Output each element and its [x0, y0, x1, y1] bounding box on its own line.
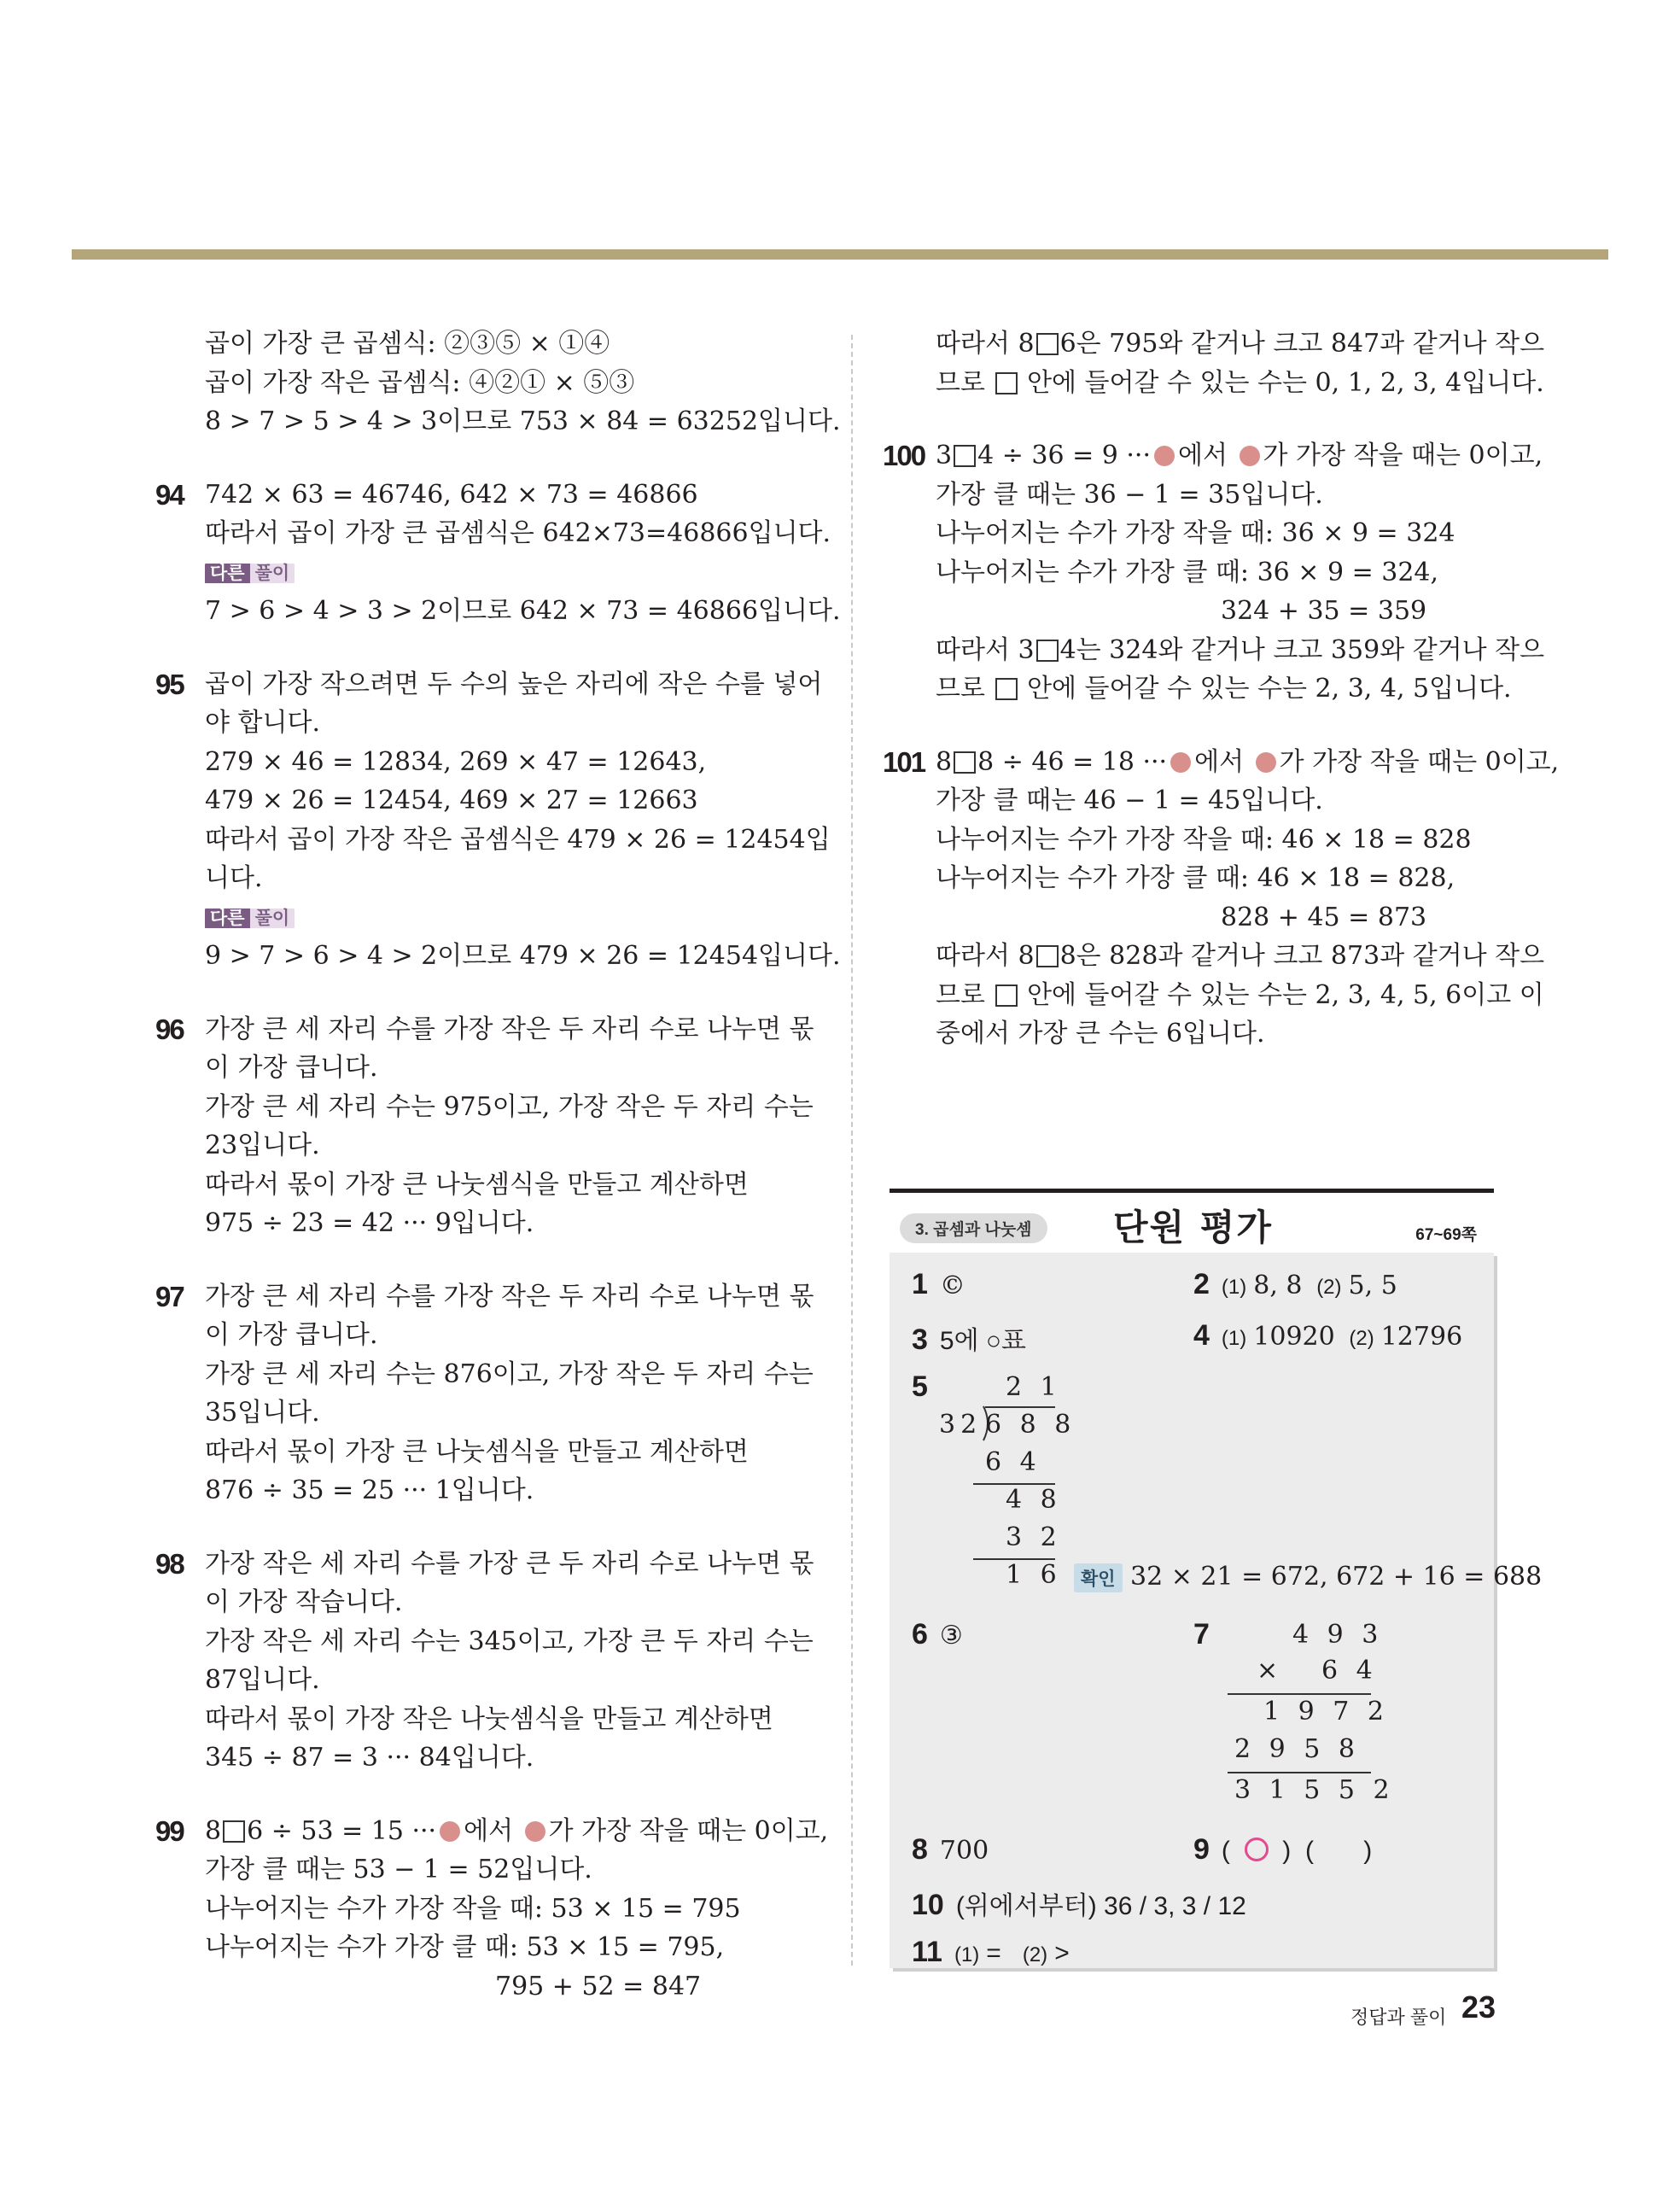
line: 가장 큰 세 자리 수를 가장 작은 두 자리 수로 나누면 몫: [205, 1281, 814, 1312]
line: 가장 클 때는 36 − 1 = 35입니다.: [936, 479, 1323, 510]
answer-3: 3 5에 ○표: [912, 1323, 1027, 1356]
remainder-final: 1 6: [1006, 1560, 1062, 1590]
line: 나누어지는 수가 가장 작을 때: 46 × 18 = 828: [936, 824, 1472, 855]
problem-number: 97: [155, 1280, 184, 1312]
line: 야 합니다.: [205, 708, 320, 738]
rule: [1228, 1772, 1371, 1773]
solution-97: [155, 1277, 820, 1510]
answer-4: 4 (1) 10920 (2) 12796: [1193, 1319, 1463, 1352]
problem-number: 101: [883, 745, 925, 778]
column-divider: [851, 335, 853, 1966]
line: 가장 작은 세 자리 수는 345이고, 가장 큰 두 자리 수는: [205, 1626, 814, 1656]
answer-7-number: 7: [1193, 1618, 1210, 1651]
top-accent-bar: [72, 249, 1608, 260]
line: 곱이 가장 작으려면 두 수의 높은 자리에 작은 수를 넣어: [205, 669, 823, 699]
line: 중에서 가장 큰 수는 6입니다.: [936, 1019, 1265, 1049]
line: 가장 큰 세 자리 수는 876이고, 가장 작은 두 자리 수는: [205, 1358, 814, 1389]
partial-product-2: 2 9 5 8: [1234, 1734, 1360, 1764]
text: 므로: [936, 367, 985, 398]
multiplicand: 4 9 3: [1292, 1620, 1384, 1650]
alt-solution-badge: 다른 풀이: [205, 907, 295, 931]
blank-box-icon: [995, 372, 1018, 394]
line: 279 × 46 = 12834, 269 × 47 = 12643,: [205, 746, 707, 777]
unit-answers: [890, 1253, 1543, 1968]
line: 이 가장 큽니다.: [205, 1320, 378, 1350]
problem-number: 99: [155, 1814, 184, 1847]
page-number: 23: [1461, 1989, 1496, 2024]
text: 따라서 8: [936, 941, 1035, 971]
line: 35입니다.: [205, 1398, 320, 1428]
line: 니다.: [205, 863, 263, 893]
line: 나누어지는 수가 가장 클 때: 53 × 15 = 795,: [205, 1932, 725, 1962]
rule: [1228, 1693, 1371, 1695]
text: 따라서 3: [936, 634, 1035, 665]
answer-6: 6 ③: [912, 1618, 963, 1651]
line: 따라서 몫이 가장 큰 나눗셈식을 만들고 계산하면: [205, 1436, 749, 1467]
blank-box-icon: [954, 445, 976, 467]
partial-product-1: 1 9 7 2: [1263, 1697, 1389, 1727]
remainder-1: 4 8: [1006, 1485, 1062, 1515]
divisor: 32: [939, 1410, 983, 1440]
multiplier: 6 4: [1321, 1656, 1378, 1686]
line: 이 가장 큽니다.: [205, 1053, 378, 1083]
answer-2: 2 (1) 8, 8 (2) 5, 5: [1193, 1268, 1397, 1300]
line: 가장 작은 세 자리 수를 가장 큰 두 자리 수로 나누면 몫: [205, 1548, 814, 1579]
text: 가 가장 작을 때는 0이고,: [1263, 441, 1543, 470]
text: 6 ÷ 53 = 15 ···: [247, 1815, 437, 1846]
line: 이 가장 작습니다.: [205, 1587, 403, 1617]
line: 7 > 6 > 4 > 3 > 2이므로 642 × 73 = 46866입니다.: [205, 596, 841, 626]
subtract-1: 6 4: [985, 1447, 1041, 1477]
line: 324 + 35 = 359: [1221, 596, 1427, 626]
unit-pages: 67~69쪽: [1415, 1226, 1477, 1244]
solution-98: [155, 1545, 820, 1778]
blank-box-icon: [1036, 333, 1059, 355]
text: 가 가장 작을 때는 0이고,: [1279, 746, 1560, 777]
unit-tag: 3. 곱셈과 나눗셈: [900, 1213, 1047, 1243]
problem-number: 98: [155, 1547, 184, 1580]
text: 안에 들어갈 수 있는 수는 0, 1, 2, 3, 4입니다.: [1027, 367, 1544, 398]
line: 따라서 곱이 가장 작은 곱셈식은 479 × 26 = 12454입: [205, 824, 831, 855]
product: 3 1 5 5 2: [1234, 1775, 1395, 1805]
problem-number: 95: [155, 668, 184, 700]
line: 곱이 가장 큰 곱셈식: ②③⑤ × ①④: [205, 329, 610, 359]
text: 따라서 8: [936, 329, 1035, 359]
solution-101: [883, 743, 1560, 1054]
text: 므로: [936, 979, 985, 1010]
text: 6은 795와 같거나 크고 847과 같거나 작으: [1059, 329, 1545, 359]
answer-10: 10 (위에서부터) 36 / 3, 3 / 12: [912, 1889, 1246, 1921]
problem-number: 96: [155, 1013, 184, 1045]
blank-box-icon: [1036, 640, 1059, 662]
answer-9: 9 ( ) ( ): [1193, 1833, 1373, 1866]
line: 87입니다.: [205, 1665, 320, 1695]
line: 975 ÷ 23 = 42 ··· 9입니다.: [205, 1208, 534, 1238]
division-bar: [985, 1406, 1055, 1408]
check-badge: 확인: [1074, 1563, 1123, 1592]
line: 나누어지는 수가 가장 작을 때: 53 × 15 = 795: [205, 1893, 741, 1924]
line: 가장 클 때는 53 − 1 = 52입니다.: [205, 1855, 592, 1884]
blank-box-icon: [223, 1820, 245, 1843]
line: 따라서 곱이 가장 큰 곱셈식은 642×73=46866입니다.: [205, 518, 831, 548]
solution-93: [205, 324, 841, 441]
answer-5-number: 5: [912, 1370, 928, 1403]
problem-number: 100: [883, 440, 925, 471]
line: 828 + 45 = 873: [1221, 902, 1427, 932]
text: 8: [205, 1815, 222, 1846]
line: 479 × 26 = 12454, 469 × 27 = 12663: [205, 786, 698, 815]
blank-box-icon: [954, 751, 976, 774]
text: 8은 828과 같거나 크고 873과 같거나 작으: [1059, 941, 1545, 971]
remainder-dot-icon: [440, 1821, 460, 1842]
quotient: 2 1: [1006, 1372, 1062, 1402]
text: 에서: [464, 1815, 514, 1846]
text: 에서: [1194, 746, 1245, 777]
remainder-dot-icon: [1256, 752, 1276, 773]
answer-11: 11 (1) = (2) >: [912, 1936, 1070, 1968]
solution-95: [155, 665, 841, 976]
line: 따라서 몫이 가장 작은 나눗셈식을 만들고 계산하면: [205, 1703, 773, 1734]
problem-number: 94: [155, 478, 184, 511]
remainder-dot-icon: [1154, 446, 1175, 466]
answer-8: 8 700: [912, 1833, 989, 1866]
solution-99: [155, 1812, 829, 2007]
unit-evaluation: [890, 1189, 1543, 1968]
check-equation: 32 × 21 = 672, 672 + 16 = 688: [1130, 1562, 1543, 1592]
text: 가 가장 작을 때는 0이고,: [548, 1815, 829, 1846]
text: 안에 들어갈 수 있는 수는 2, 3, 4, 5, 6이고 이: [1027, 979, 1544, 1010]
line: 8 > 7 > 5 > 4 > 3이므로 753 × 84 = 63252입니다.: [205, 406, 841, 436]
remainder-dot-icon: [525, 1821, 545, 1842]
blank-box-icon: [1036, 945, 1059, 967]
circle-mark-icon: [1245, 1838, 1269, 1861]
line: 가장 클 때는 46 − 1 = 45입니다.: [936, 786, 1323, 815]
answer-1: 1 ©: [912, 1268, 965, 1300]
line: 가장 큰 세 자리 수는 975이고, 가장 작은 두 자리 수는: [205, 1091, 814, 1122]
line: 345 ÷ 87 = 3 ··· 84입니다.: [205, 1743, 534, 1773]
times-sign: ×: [1257, 1656, 1279, 1686]
solution-94: [155, 476, 841, 631]
right-column: [883, 324, 1560, 1054]
line: 나누어지는 수가 가장 작을 때: 36 × 9 = 324: [936, 518, 1455, 548]
text: 4 ÷ 36 = 9 ···: [977, 441, 1152, 470]
line: 742 × 63 = 46746, 642 × 73 = 46866: [205, 479, 698, 510]
left-column: [155, 324, 841, 2006]
text: 에서: [1178, 441, 1228, 470]
blank-box-icon: [995, 678, 1018, 700]
line: 따라서 몫이 가장 큰 나눗셈식을 만들고 계산하면: [205, 1169, 749, 1200]
unit-title: 단원 평가: [1113, 1207, 1273, 1248]
remainder-dot-icon: [1170, 752, 1191, 773]
blank-box-icon: [995, 984, 1018, 1007]
solution-100: [883, 436, 1545, 709]
text: 8: [936, 746, 953, 777]
line: 795 + 52 = 847: [495, 1971, 702, 2001]
remainder-dot-icon: [1240, 446, 1260, 466]
unit-header: [890, 1189, 1494, 1253]
footer-label: 정답과 풀이: [1350, 2007, 1447, 2028]
line: 9 > 7 > 6 > 4 > 2이므로 479 × 26 = 12454입니다.: [205, 941, 841, 971]
solution-96: [155, 1010, 820, 1243]
line: 곱이 가장 작은 곱셈식: ④②① × ⑤③: [205, 367, 635, 398]
line: 나누어지는 수가 가장 클 때: 36 × 9 = 324,: [936, 557, 1439, 587]
line: 23입니다.: [205, 1131, 320, 1160]
dividend: 6 8 8: [985, 1410, 1076, 1440]
text: 므로: [936, 674, 985, 704]
text: 3: [936, 441, 953, 470]
line: 876 ÷ 35 = 25 ··· 1입니다.: [205, 1475, 534, 1505]
text: 안에 들어갈 수 있는 수는 2, 3, 4, 5입니다.: [1027, 674, 1512, 704]
subtract-2: 3 2: [1006, 1522, 1062, 1552]
line: 나누어지는 수가 가장 클 때: 46 × 18 = 828,: [936, 863, 1455, 893]
text: 4는 324와 같거나 크고 359와 같거나 작으: [1059, 634, 1545, 665]
alt-solution-badge: 다른 풀이: [205, 562, 295, 586]
text: 8 ÷ 46 = 18 ···: [977, 746, 1168, 777]
solution-99-continued: [888, 324, 1545, 402]
line: 가장 큰 세 자리 수를 가장 작은 두 자리 수로 나누면 몫: [205, 1014, 814, 1044]
